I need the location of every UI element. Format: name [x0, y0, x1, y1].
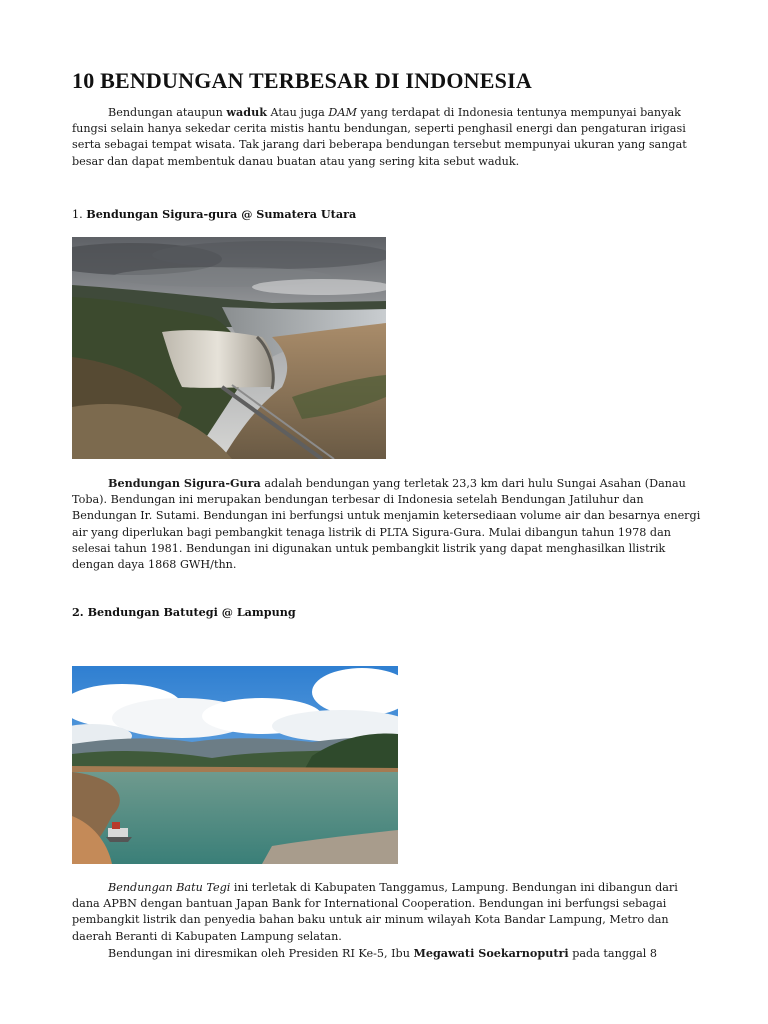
intro-text-1: Bendungan ataupun: [108, 106, 227, 119]
section-1-heading: [72, 207, 356, 221]
intro-paragraph: [72, 104, 702, 170]
section-2-text: ini terletak di Kabupaten Tanggamus, Lampung. Bendungan ini dibangun dari dana APBN dengan bantuan Japan Bank for International Cooperation. Bendungan ini berfungsi sebagai pembangkit listrik dan penyedia bahan baku untuk air minum wilayah Kota Bandar Lampung, Metro dan daerah Beranti di Kabupaten Lampung selatan.: [72, 881, 678, 943]
section-2-heading: 2. Bendungan Batutegi @ Lampung: [72, 605, 296, 619]
section-2-p2-start: Bendungan ini diresmikan oleh Presiden RI Ke-5, Ibu: [108, 947, 414, 960]
intro-text-2: Atau juga: [266, 106, 329, 119]
intro-bold-waduk: waduk: [226, 105, 267, 119]
section-1-number: 1.: [72, 208, 87, 221]
batutegi-dam-photo: [72, 666, 398, 864]
section-1-bold-name: Bendungan Sigura-Gura: [108, 476, 261, 490]
intro-text-3: yang terdapat di Indonesia tentunya mempunyai banyak fungsi selain hanya sekedar cerita mistis hantu bendungan, seperti penghasil energi dan pengaturan irigasi serta sebagai tempat wisata. Tak jarang dari beberapa bendungan tersebut mempunyai ukuran yang sangat besar dan dapat membentuk danau buatan atau yang sering kita sebut waduk.: [72, 106, 687, 168]
page-title: 10 BENDUNGAN TERBESAR DI INDONESIA: [72, 68, 532, 93]
section-1-paragraph: [72, 475, 702, 573]
sigura-gura-dam-photo: [72, 237, 386, 459]
section-1-title: Bendungan Sigura-gura @ Sumatera Utara: [86, 207, 357, 221]
section-2-italic-name: Bendungan Batu Tegi: [108, 881, 231, 894]
section-2-p2-end: pada tanggal 8: [568, 947, 658, 960]
section-1-text: adalah bendungan yang terletak 23,3 km dari hulu Sungai Asahan (Danau Toba). Bendungan ini merupakan bendungan terbesar di Indonesia setelah Bendungan Jatiluhur dan Bendungan Ir. Sutami. Bendungan ini berfungsi untuk menjamin ketersediaan volume air dan besarnya energi air yang diperlukan bagi pembangkit tenaga listrik di PLTA Sigura-Gura. Mulai dibangun tahun 1978 dan selesai tahun 1981. Bendungan ini digunakan untuk pembangkit listrik yang dapat menghasilkan llistrik dengan daya 1868 GWH/thn.: [72, 477, 701, 572]
section-2-p2-bold: Megawati Soekarnoputri: [413, 946, 569, 960]
section-2-paragraph-2: [72, 945, 702, 962]
intro-italic-dam: DAM: [328, 106, 357, 119]
section-2-paragraph: [72, 880, 702, 945]
